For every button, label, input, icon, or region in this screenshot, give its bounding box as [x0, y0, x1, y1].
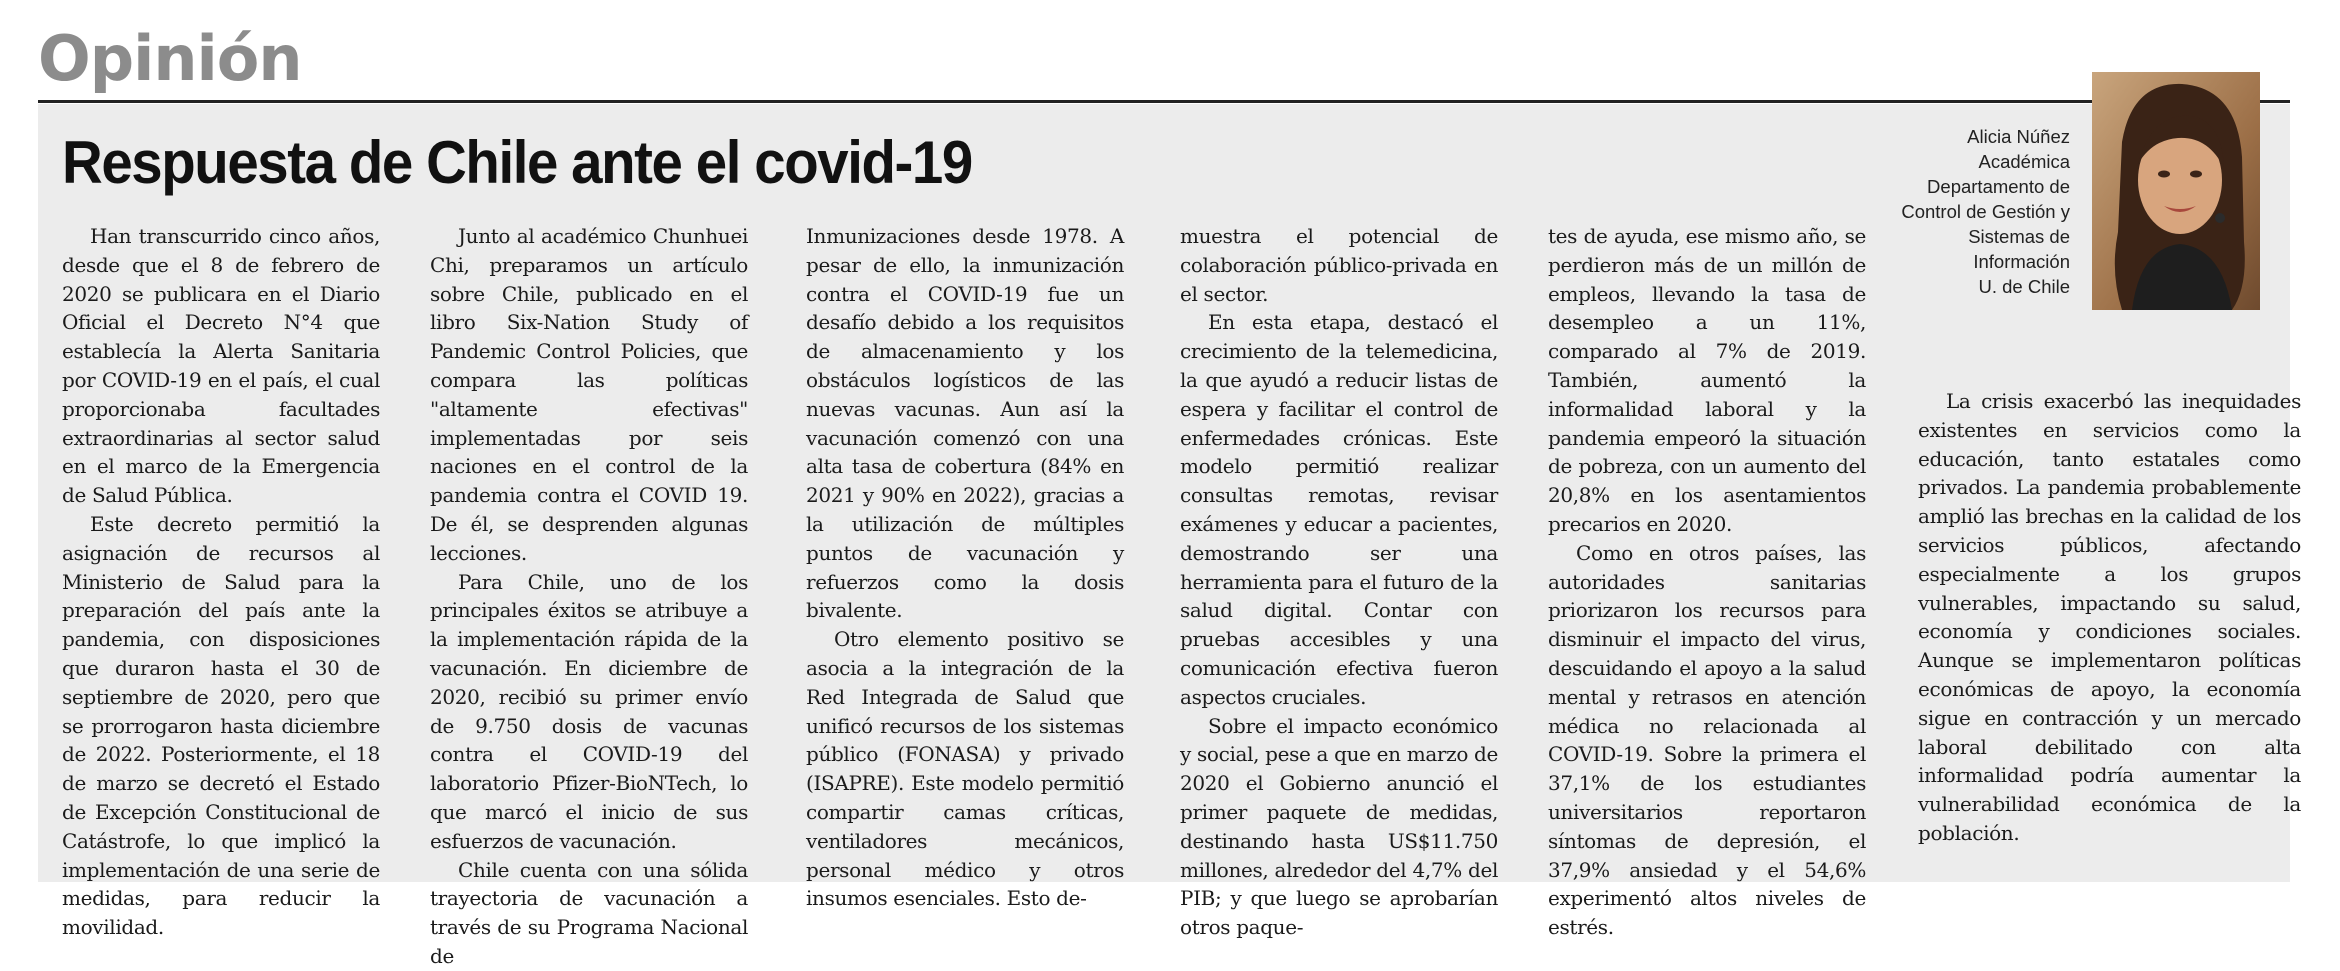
article-column-4	[1180, 222, 1498, 942]
paragraph: Inmunizaciones desde 1978. A pesar de ello, la inmunización contra el COVID-19 fue un desafío debido a los requisitos de almacenamiento y los obstáculos logísticos de las nuevas vacunas. Aun así la vacunación comenzó con una alta tasa de cobertura (84% en 2021 y 90% en 2022), gracias a la utilización de múltiples puntos de vacunación y refuerzos como la dosis bivalente.	[806, 224, 1124, 623]
paragraph: muestra el potencial de colaboración público-privada en el sector.	[1180, 224, 1498, 306]
paragraph: Este decreto permitió la asignación de recursos al Ministerio de Salud para la preparación del país ante la pandemia, con disposiciones que duraron hasta el 30 de septiembre de 2020, pero que se prorrogaron hasta diciembre de 2022. Posteriormente, el 18 de marzo se decretó el Estado de Excepción Constitucional de Catástrofe, lo que implicó la implementación de una serie de medidas, para reducir la movilidad.	[62, 511, 380, 940]
author-name: Alicia Núñez	[1967, 126, 2070, 147]
paragraph: Han transcurrido cinco años, desde que el 8 de febrero de 2020 se publicara en el Diario Oficial el Decreto N°4 que establecía la Alerta Sanitaria por COVID-19 en el país, el cual proporcionaba facultades extraordinarias al sector salud en el marco de la Emergencia de Salud Pública.	[62, 224, 380, 508]
author-dept-line-4: Información	[1973, 251, 2070, 272]
paragraph: En esta etapa, destacó el crecimiento de la telemedicina, la que ayudó a reducir listas de espera y facilitar el control de enfermedades crónicas. Este modelo permitió realizar consultas remotas, revisar exámenes y educar a pacientes, demostrando ser una herramienta para el futuro de la salud digital. Contar con pruebas accesibles y una comunicación efectiva fueron aspectos cruciales.	[1180, 310, 1498, 709]
author-dept-line-2: Control de Gestión y	[1901, 201, 2070, 222]
article-column-5	[1548, 222, 1866, 942]
author-dept-line-1: Departamento de	[1927, 176, 2070, 197]
article-column-2	[430, 222, 748, 971]
author-dept-line-3: Sistemas de	[1968, 226, 2070, 247]
paragraph: tes de ayuda, ese mismo año, se perdieron más de un millón de empleos, llevando la tasa de desempleo a un 11%, comparado al 7% de 2019. También, aumentó la informalidad laboral y la pandemia empeoró la situación de pobreza, con un aumento del 20,8% en los asentamientos precarios en 2020.	[1548, 224, 1866, 536]
paragraph: Como en otros países, las autoridades sanitarias priorizaron los recursos para disminuir el impacto del virus, descuidando el apoyo a la salud mental y retrasos en atención médica no relacionada al COVID-19. Sobre la primera el 37,1% de los estudiantes universitarios reportaron síntomas de depresión, el 37,9% ansiedad y el 54,6% experimentó altos niveles de estrés.	[1548, 540, 1866, 940]
article-column-3	[806, 222, 1124, 913]
author-portrait-image	[2092, 72, 2260, 310]
author-role: Académica	[1978, 151, 2070, 172]
paragraph: Sobre el impacto económico y social, pese a que en marzo de 2020 el Gobierno anunció el primer paquete de medidas, destinando hasta US$11.750 millones, alrededor del 4,7% del PIB; y que luego se aprobarían otros paque-	[1180, 713, 1498, 940]
author-photo	[2092, 72, 2260, 310]
paragraph: Chile cuenta con una sólida trayectoria de vacunación a través de su Programa Nacional de	[430, 857, 748, 968]
section-label: Opinión	[38, 22, 302, 95]
header-rule	[38, 100, 2290, 103]
author-byline	[1880, 124, 2070, 299]
paragraph: Junto al académico Chunhuei Chi, preparamos un artículo sobre Chile, publicado en el libro Six-Nation Study of Pandemic Control Policies, que compara las políticas "altamente efectivas" implementadas por seis naciones en el control de la pandemia contra el COVID 19. De él, se desprenden algunas lecciones.	[430, 224, 748, 565]
article-column-1	[62, 222, 380, 942]
paragraph: Otro elemento positivo se asocia a la integración de la Red Integrada de Salud que unificó recursos de los sistemas público (FONASA) y privado (ISAPRE). Este modelo permitió compartir camas críticas, ventiladores mecánicos, personal médico y otros insumos esenciales. Esto de-	[806, 627, 1124, 911]
paragraph: Para Chile, uno de los principales éxitos se atribuye a la implementación rápida de la vacunación. En diciembre de 2020, recibió su primer envío de 9.750 dosis de vacunas contra el COVID-19 del laboratorio Pfizer-BioNTech, lo que marcó el inicio de sus esfuerzos de vacunación.	[430, 569, 748, 853]
headline: Respuesta de Chile ante el covid-19	[62, 129, 972, 196]
article-column-6	[1918, 387, 2301, 848]
author-university: U. de Chile	[1978, 276, 2070, 297]
paragraph: La crisis exacerbó las inequidades existentes en servicios como la educación, tanto estatales como privados. La pandemia probablemente amplió las brechas en la calidad de los servicios públicos, afectando especialmente a los grupos vulnerables, impactando su salud, economía y condiciones sociales. Aunque se implementaron políticas económicas de apoyo, la economía sigue en contracción y un mercado laboral debilitado con alta informalidad podría aumentar la vulnerabilidad económica de la población.	[1918, 389, 2301, 845]
